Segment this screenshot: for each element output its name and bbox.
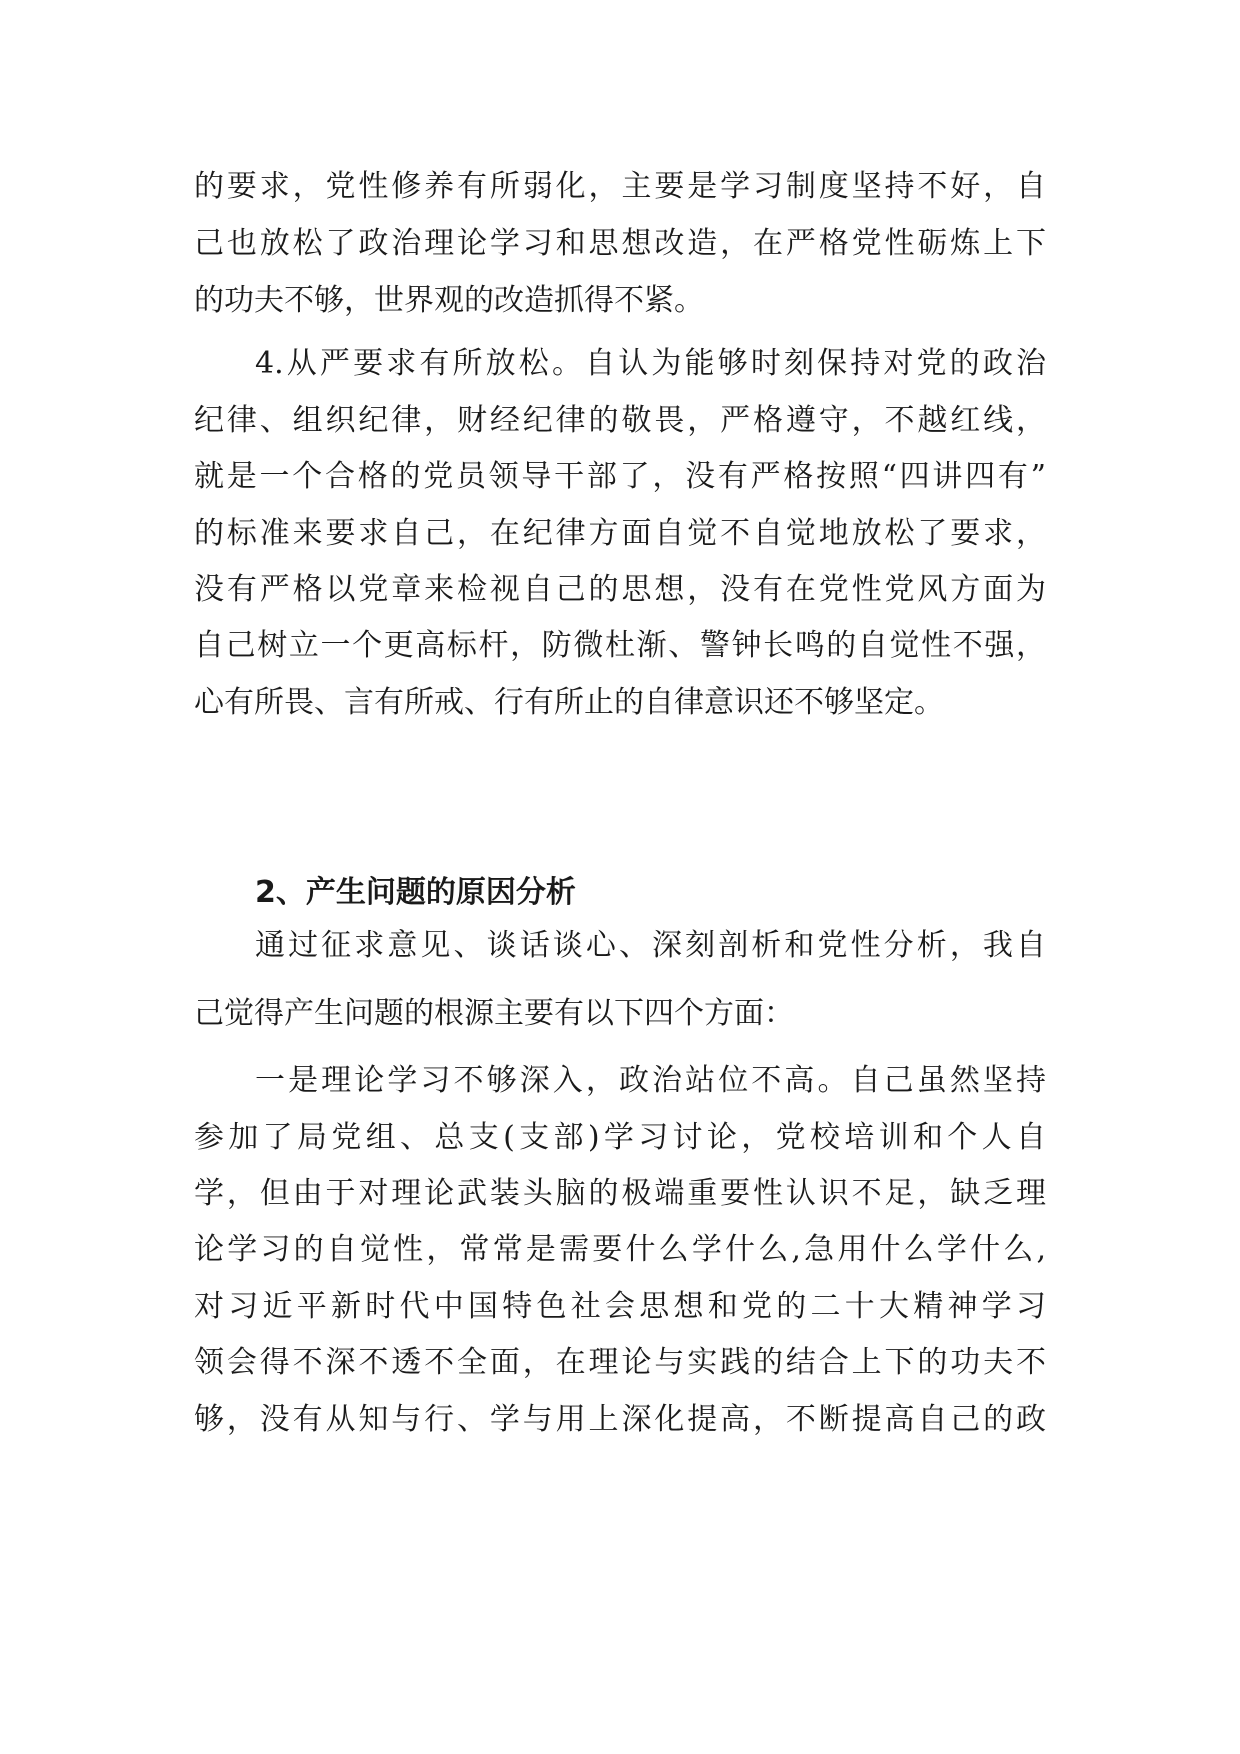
paragraph-line: 己觉得产生问题的根源主要有以下四个方面：	[194, 996, 794, 1031]
section-heading: 2、产生问题的原因分析	[255, 875, 576, 910]
paragraph-line: 己也放松了政治理论学习和思想改造，在严格党性砺炼上下	[194, 226, 1046, 261]
paragraph-line: 领会得不深不透不全面，在理论与实践的结合上下的功夫不	[194, 1345, 1046, 1380]
paragraph-line: 的功夫不够，世界观的改造抓得不紧。	[194, 283, 704, 318]
paragraph-line: 纪律、组织纪律，财经纪律的敬畏，严格遵守，不越红线，	[194, 403, 1046, 438]
paragraph-line: 学，但由于对理论武装头脑的极端重要性认识不足，缺乏理	[194, 1176, 1046, 1211]
paragraph-line: 论学习的自觉性，常常是需要什么学什么,急用什么学什么,	[194, 1232, 1046, 1267]
paragraph-line: 够，没有从知与行、学与用上深化提高，不断提高自己的政	[194, 1402, 1046, 1437]
paragraph-line: 心有所畏、言有所戒、行有所止的自律意识还不够坚定。	[194, 685, 944, 720]
paragraph-line: 通过征求意见、谈话谈心、深刻剖析和党性分析，我自	[255, 928, 1046, 963]
paragraph-line: 自己树立一个更高标杆，防微杜渐、警钟长鸣的自觉性不强，	[194, 628, 1046, 663]
paragraph-line: 没有严格以党章来检视自己的思想，没有在党性党风方面为	[194, 572, 1046, 607]
paragraph-line: 的标准来要求自己，在纪律方面自觉不自觉地放松了要求，	[194, 516, 1046, 551]
paragraph-line: 就是一个合格的党员领导干部了，没有严格按照“四讲四有”	[194, 459, 1046, 494]
paragraph-line: 参加了局党组、总支(支部)学习讨论，党校培训和个人自	[194, 1120, 1046, 1155]
paragraph-line: 对习近平新时代中国特色社会思想和党的二十大精神学习	[194, 1289, 1046, 1324]
paragraph-line: 一是理论学习不够深入，政治站位不高。自己虽然坚持	[255, 1063, 1046, 1098]
paragraph-line: 4.从严要求有所放松。自认为能够时刻保持对党的政治	[255, 346, 1046, 381]
paragraph-line: 的要求，党性修养有所弱化，主要是学习制度坚持不好，自	[194, 169, 1046, 204]
